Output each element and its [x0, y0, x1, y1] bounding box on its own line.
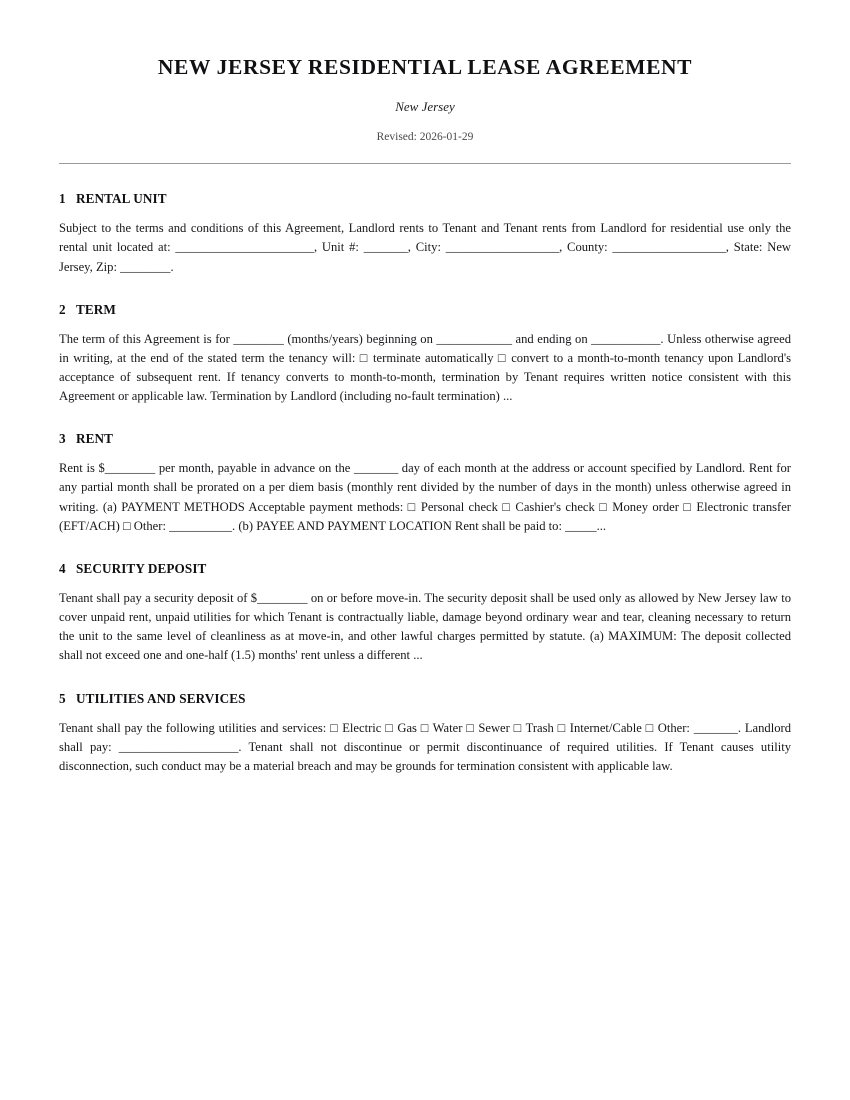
section-title: UTILITIES AND SERVICES: [76, 690, 246, 706]
page-title: NEW JERSEY RESIDENTIAL LEASE AGREEMENT: [157, 55, 693, 79]
section-rental-unit: [59, 191, 791, 276]
header-divider: [59, 163, 791, 164]
document-revised-date: Revised: 2026-01-29: [376, 131, 474, 144]
section-title: RENTAL UNIT: [76, 191, 167, 207]
section-title: SECURITY DEPOSIT: [76, 561, 207, 577]
section-number: 2: [59, 301, 66, 317]
section-body-term: The term of this Agreement is for ________ (months/years) beginning on ____________ and ending on ___________. Unless otherwise agreed in writing, at the end of the stated term the tenancy will: □ terminate automatically □ convert to a month-to-month tenancy upon Landlord's acceptance of subsequent rent. If tenancy converts to month-to-month, termination by Tenant requires written notice consistent with this Agreement or applicable law. Termination by Landlord (including no-fault termination) ...: [59, 331, 791, 404]
section-utilities-and-services: [59, 691, 791, 776]
section-number: 1: [59, 191, 66, 207]
section-body-security-deposit: Tenant shall pay a security deposit of $________ on or before move-in. The security deposit shall be used only as allowed by New Jersey law to cover unpaid rent, unpaid utilities for which Tenant is contractually liable, damage beyond ordinary wear and tear, cleaning necessary to return the unit to the same level of cleanliness as at move-in, and other lawful charges permitted by statute. (a) MAXIMUM: The deposit collected shall not exceed one and one-half (1.5) months' rent unless a different ...: [59, 590, 791, 663]
section-title: TERM: [76, 301, 116, 317]
section-heading-security-deposit: [59, 561, 791, 577]
section-security-deposit: [59, 561, 791, 666]
section-term: [59, 302, 791, 407]
section-body-rental-unit: Subject to the terms and conditions of this Agreement, Landlord rents to Tenant and Tenant rents from Landlord for residential use only the rental unit located at: ______________________, Unit #: _______, City: __________________, County: __________________, State: New Jersey, Zip: ________.: [59, 221, 791, 274]
section-heading-term: [59, 302, 791, 318]
section-heading-utilities-and-services: [59, 691, 791, 707]
section-heading-rental-unit: [59, 191, 791, 207]
section-number: 5: [59, 690, 66, 706]
section-title: RENT: [76, 431, 114, 447]
section-number: 4: [59, 561, 66, 577]
section-heading-rent: [59, 431, 791, 447]
section-rent: [59, 431, 791, 536]
section-number: 3: [59, 431, 66, 447]
document-jurisdiction: New Jersey: [395, 98, 455, 114]
section-body-rent: Rent is $________ per month, payable in advance on the _______ day of each month at the address or account specified by Landlord. Rent for any partial month shall be prorated on a per diem basis (monthly rent divided by the number of days in the month) unless otherwise agreed in writing. (a) PAYMENT METHODS Acceptable payment methods: □ Personal check □ Cashier's check □ Money order □ Electronic transfer (EFT/ACH) □ Other: __________. (b) PAYEE AND PAYMENT LOCATION Rent shall be paid to: _____...: [59, 461, 791, 533]
section-body-utilities-and-services: Tenant shall pay the following utilities and services: □ Electric □ Gas □ Water □ Sewer □ Trash □ Internet/Cable □ Other: _______. Landlord shall pay: ___________________. Tenant shall not discontinue or permit discontinuance of required utilities. If Tenant causes utility disconnection, such conduct may be a material breach and may be grounds for termination consistent with applicable law.: [59, 720, 791, 773]
